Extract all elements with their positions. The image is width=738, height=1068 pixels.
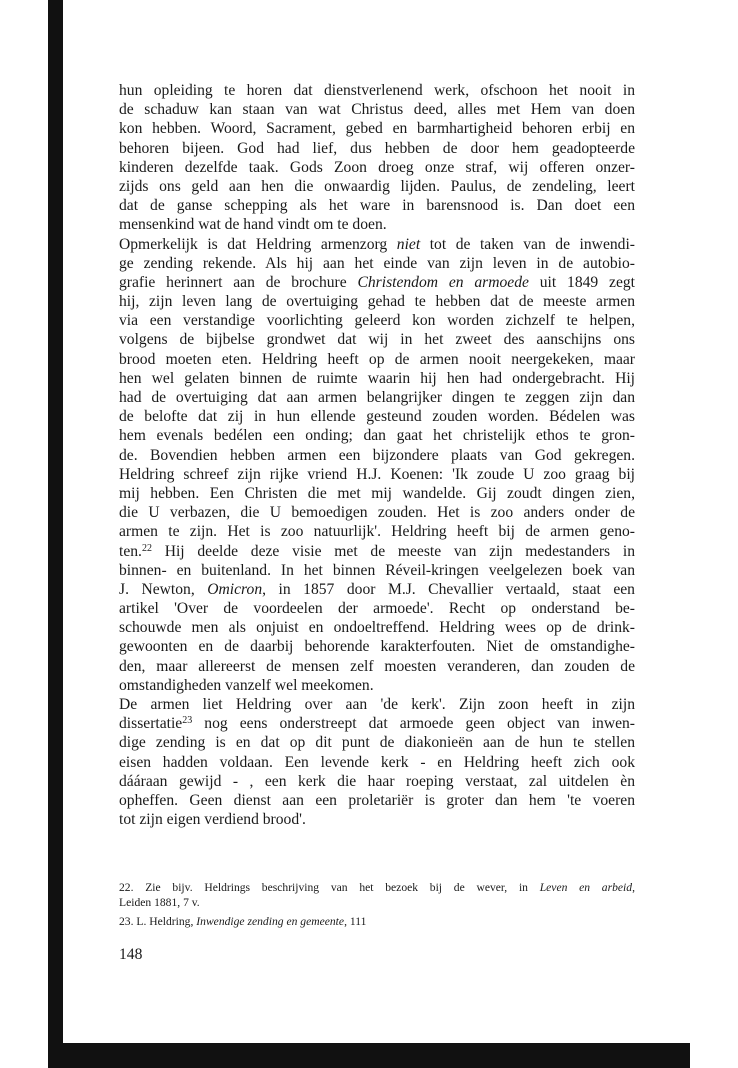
text-line: dige zending is en dat op dit punt de diakonieën aan de hun te stellen (119, 734, 635, 752)
text-line: had de overtuiging dat aan armen belangrijker dingen te zeggen zijn dan (119, 389, 635, 406)
text-line: armen te zijn. Het is zoo natuurlijk'. Heldring heeft bij de armen geno- (119, 523, 635, 541)
text-line: ge zending rekende. Als hij aan het einde van zijn leven in de autobio- (119, 254, 635, 272)
text-line: omstandigheden vanzelf wel meekomen. (119, 676, 374, 694)
footnotes (119, 880, 635, 929)
scan-border-bottom (48, 1043, 690, 1068)
body-text (119, 81, 635, 829)
text-line: tot zijn eigen verdiend brood'. (119, 811, 306, 829)
text-line: zijds ons geld aan hen die onwaardig lijden. Paulus, de zendeling, leert (119, 177, 635, 195)
text-line: ten.$^{22}$ Hij deelde deze visie met de meeste van zijn medestanders in (119, 542, 635, 560)
text-line: J. Newton, Omicron, in 1857 door M.J. Chevallier vertaald, staat een (119, 580, 635, 598)
text-line: volgens de bijbelse grondwet dat wij in het zweet des aanschijns ons (119, 331, 635, 349)
text-line: de. Bovendien hebben armen een bijzondere plaats van God gekregen. (119, 446, 635, 464)
text-line: schouwde men als onjuist en ondoeltreffend. Heldring wees op de drink- (119, 619, 635, 637)
text-line: mensenkind wat de hand vindt om te doen. (119, 216, 387, 234)
footnote-23: 23. L. Heldring, Inwendige zending en gemeente, 111 (119, 915, 367, 928)
text-line: brood moeten eten. Heldring heeft op de armen nooit neergekeken, maar (119, 350, 635, 368)
text-line: hij, zijn leven lang de overtuiging gehad te hebben dat de meeste armen (119, 293, 635, 311)
text-line: opheffen. Geen dienst aan een proletariër is groter dan hem 'te voeren (119, 791, 635, 809)
text-line: dissertatie$^{23}$ nog eens onderstreept dat armoede geen object van inwen- (119, 715, 635, 733)
text-line: de belofte dat zij in hun ellende gesteund zouden worden. Bédelen was (119, 408, 635, 426)
text-line: hem evenals bedélen een onding; dan gaat het christelijk ethos te gron- (119, 427, 635, 445)
text-line: Opmerkelijk is dat Heldring armenzorg niet tot de taken van de inwendi- (119, 235, 635, 253)
text-line: artikel 'Over de voordeelen der armoede'. Recht op onderstand be- (119, 600, 635, 618)
text-line: hen wel gelaten binnen de ruimte waarin hij hen had ondergebracht. Hij (119, 369, 635, 387)
text-line: Heldring schreef zijn rijke vriend H.J. Koenen: 'Ik zoude U zoo graag bij (119, 465, 635, 483)
text-line: grafie herinnert aan de brochure Christendom en armoede uit 1849 zegt (119, 273, 635, 291)
text-line: mij hebben. Een Christen die met mij wandelde. Gij zoudt dingen zien, (119, 484, 635, 502)
text-line: dááraan gewijd - , een kerk die haar roeping verstaat, zal uitdelen èn (119, 772, 635, 790)
text-line: binnen- en buitenland. In het binnen Réveil-kringen veelgelezen boek van (119, 561, 635, 579)
text-line: eisen hadden voldaan. Een levende kerk - en Heldring heeft zich ook (119, 753, 635, 771)
text-line: via een verstandige voorlichting geleerd kon worden zichzelf te helpen, (119, 312, 635, 330)
footnote-marker: 22 (141, 542, 152, 554)
text-line: De armen liet Heldring over aan 'de kerk'. Zijn zoon heeft in zijn (119, 696, 635, 713)
text-line: dat de ganse schepping als het ware in barensnood is. Dan doet een (119, 197, 635, 215)
footnote-22-continued: Leiden 1881, 7 v. (119, 896, 200, 909)
text-line: kon hebben. Woord, Sacrament, gebed en barmhartigheid behoren erbij en (119, 120, 635, 138)
text-line: die U verbazen, die U bemoedigen zouden. Het is zoo anders onder de (119, 504, 635, 522)
scan-border-left (48, 0, 63, 1068)
text-line: hun opleiding te horen dat dienstverlenend werk, ofschoon het nooit in (119, 82, 635, 99)
text-line: de schaduw kan staan van wat Christus deed, alles met Hem van doen (119, 101, 635, 119)
text-line: den, maar allereerst de mensen zelf moesten veranderen, dan zouden de (119, 657, 635, 675)
text-line: gewoonten en de daarbij behorende karakterfouten. Niet de omstandighe- (119, 638, 635, 656)
page-number: 148 (119, 946, 143, 963)
footnote-marker: 23 (182, 715, 193, 727)
text-line: kinderen dezelfde taak. Gods Zoon droeg onze straf, wij offeren onzer- (119, 158, 635, 176)
text-line: behoren bijeen. God had lief, dus hebben de door hem geadopteerde (119, 139, 635, 157)
footnote-22: 22. Zie bijv. Heldrings beschrijving van het bezoek bij de wever, in Leven en arbeid, (119, 881, 635, 894)
